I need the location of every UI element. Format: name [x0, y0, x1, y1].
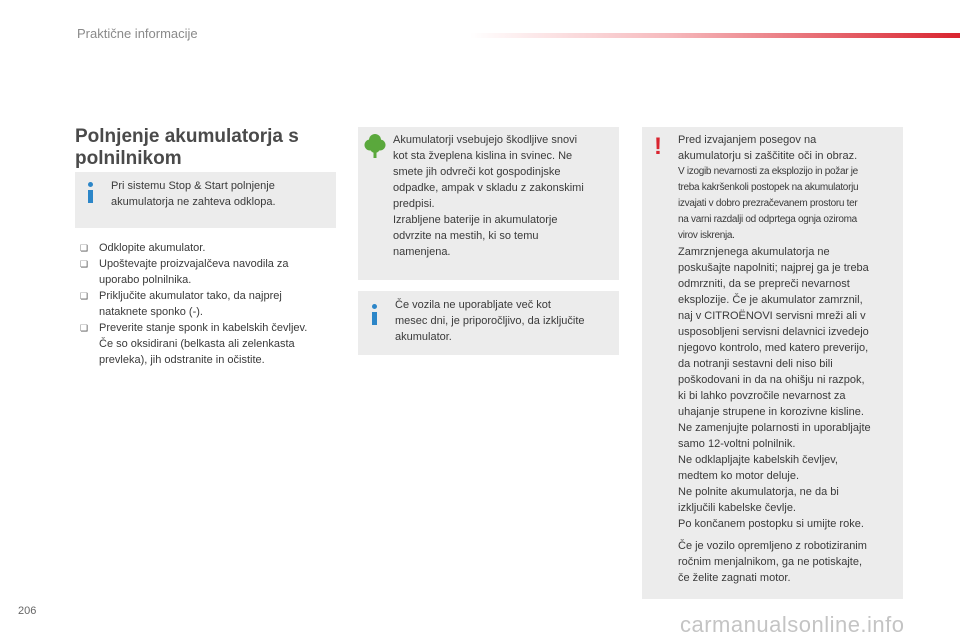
eco-box-line: kot sta žveplena kislina in svinec. Ne	[393, 150, 573, 162]
warning-line: na varni razdalji od odprtega ognja oziroma	[678, 214, 857, 225]
checkbox-bullet-icon: ❏	[80, 259, 89, 269]
warning-line: ki bi lahko povzročile nevarnost za	[678, 390, 846, 402]
warning-line: njegovo kontrolo, med katero preverijo,	[678, 342, 869, 354]
step-line: uporabo polnilnika.	[99, 274, 192, 286]
warning-line: Ne zamenjujte polarnosti in uporabljajte	[678, 422, 871, 434]
list-item	[80, 240, 340, 256]
warning-line: samo 12-voltni polnilnik.	[678, 438, 796, 450]
header-accent-bar	[470, 33, 960, 38]
warning-line: usposobljeni servisni delavnici izvedejo	[678, 326, 869, 338]
warning-line: Zamrznjenega akumulatorja ne	[678, 246, 830, 258]
warning-line: izključili kabelske čevlje.	[678, 502, 796, 514]
info-icon	[85, 182, 97, 204]
page-heading-line-1: Polnjenje akumulatorja s	[75, 126, 299, 147]
info-box-stop-start-line: akumulatorja ne zahteva odklopa.	[111, 196, 276, 208]
eco-box-line: namenjena.	[393, 246, 451, 258]
step-line: Odklopite akumulator.	[99, 242, 206, 254]
warning-outro	[678, 538, 900, 586]
info-box-long-storage-line: Če vozila ne uporabljate več kot	[395, 299, 551, 311]
info-box-long-storage	[358, 291, 619, 355]
step-line: Priključite akumulator tako, da najprej	[99, 290, 282, 302]
info-box-long-storage-line: akumulator.	[395, 331, 452, 343]
eco-box-line: smete jih odvreči kot gospodinjske	[393, 166, 561, 178]
warning-line: Pred izvajanjem posegov na	[678, 134, 817, 146]
warning-line: treba kakršenkoli postopek na akumulatorju	[678, 182, 859, 193]
warning-line: akumulatorju si zaščitite oči in obraz.	[678, 150, 858, 162]
step-line: Če so oksidirani (belkasta ali zelenkasta	[99, 338, 295, 350]
info-box-stop-start	[75, 172, 336, 228]
warning-line: izvajati v dobro prezračevanem prostoru ter	[678, 198, 858, 209]
page-heading	[75, 126, 335, 170]
warning-small-print	[678, 164, 900, 244]
step-line: Upoštevajte proizvajalčeva navodila za	[99, 258, 289, 270]
info-box-stop-start-line: Pri sistemu Stop & Start polnjenje	[111, 180, 275, 192]
warning-line: Ne odklapljajte kabelskih čevljev,	[678, 454, 838, 466]
warning-intro	[678, 132, 900, 164]
list-item	[80, 288, 340, 320]
warning-line: če želite zagnati motor.	[678, 572, 791, 584]
eco-box-line: predpisi.	[393, 198, 435, 210]
warning-line: medtem ko motor deluje.	[678, 470, 800, 482]
warning-line: naj v CITROËNOVI servisni mreži ali v	[678, 310, 866, 322]
checkbox-bullet-icon: ❏	[80, 323, 89, 333]
warning-line: poškodovani in da na ohišju ni razpok,	[678, 374, 865, 386]
eco-box-battery-disposal	[358, 127, 619, 280]
warning-line: Po končanem postopku si umijte roke.	[678, 518, 864, 530]
warning-line: odmrzniti, da se prepreči nevarnost	[678, 278, 850, 290]
section-title: Praktične informacije	[77, 26, 198, 41]
page-number: 206	[18, 605, 37, 617]
info-box-long-storage-line: mesec dni, je priporočljivo, da izključite	[395, 315, 585, 327]
eco-box-line: Akumulatorji vsebujejo škodljive snovi	[393, 134, 578, 146]
list-item	[80, 320, 340, 368]
info-icon	[369, 304, 381, 326]
step-line: Preverite stanje sponk in kabelskih čevljev.	[99, 322, 308, 334]
steps-list	[80, 240, 340, 368]
tree-icon	[364, 133, 386, 159]
warning-line: eksplozije. Če je akumulator zamrznil,	[678, 294, 863, 306]
step-line: prevleka), jih odstranite in očistite.	[99, 354, 265, 366]
page-heading-line-2: polnilnikom	[75, 148, 182, 169]
checkbox-bullet-icon: ❏	[80, 291, 89, 301]
eco-box-line: odvrzite na mestih, ki so temu	[393, 230, 539, 242]
warning-line: Ne polnite akumulatorja, ne da bi	[678, 486, 839, 498]
warning-line: virov iskrenja.	[678, 230, 735, 241]
eco-box-line: Izrabljene baterije in akumulatorje	[393, 214, 558, 226]
checkbox-bullet-icon: ❏	[80, 243, 89, 253]
eco-box-line: odpadke, ampak v skladu z zakonskimi	[393, 182, 584, 194]
warning-line: V izogib nevarnosti za eksplozijo in požar je	[678, 166, 858, 177]
watermark: carmanualsonline.info	[680, 612, 905, 637]
warning-box	[642, 127, 903, 599]
warning-line: Če je vozilo opremljeno z robotiziranim	[678, 540, 867, 552]
warning-body	[678, 244, 900, 532]
warning-line: uhajanje strupene in korozivne kisline.	[678, 406, 864, 418]
step-line: nataknete sponko (-).	[99, 306, 203, 318]
warning-line: poskušajte napolniti; najprej ga je treba	[678, 262, 869, 274]
warning-exclamation-icon: !	[654, 133, 662, 160]
warning-line: da notranji sestavni deli niso bili	[678, 358, 833, 370]
list-item	[80, 256, 340, 288]
warning-line: ročnim menjalnikom, ga ne potiskajte,	[678, 556, 863, 568]
